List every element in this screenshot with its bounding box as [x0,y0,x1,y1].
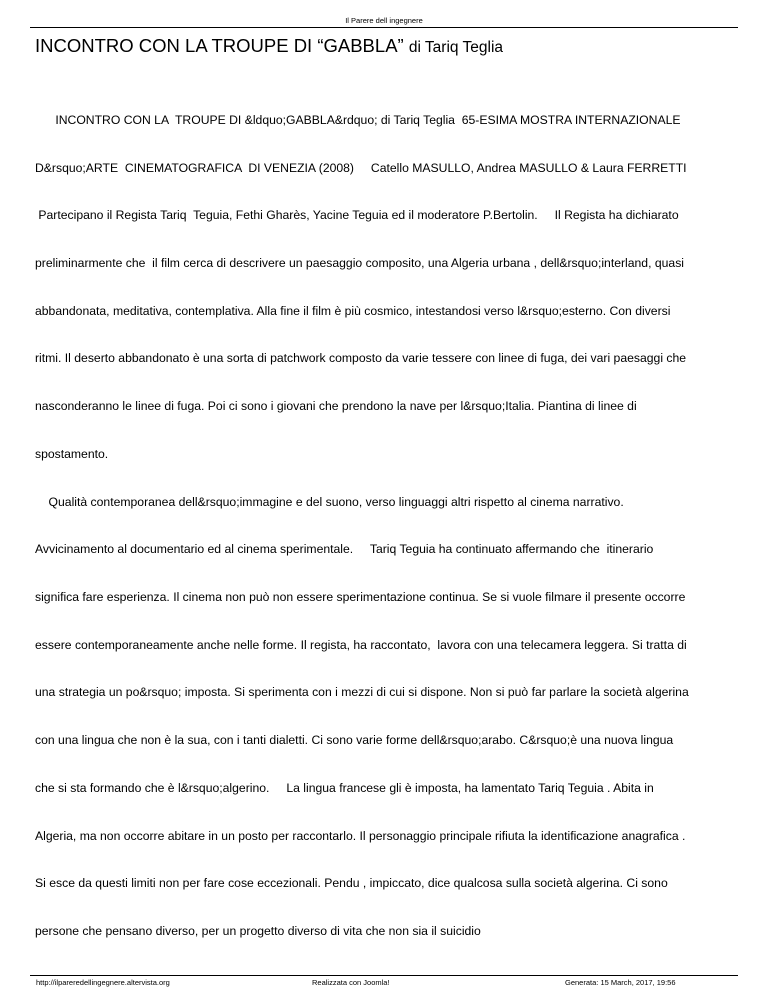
body-line: Si esce da questi limiti non per fare cose eccezionali. Pendu , impiccato, dice qualcosa sulla società algerina. Ci sono [35,876,668,891]
body-line: spostamento. [35,446,109,461]
body-line: abbandonata, meditativa, contemplativa. Alla fine il film è più cosmico, intestandosi verso l&rsquo;esterno. Con diversi [35,303,671,318]
article-title-byline: di Tariq Teglia [408,39,504,56]
body-line: con una lingua che non è la sua, con i tanti dialetti. Ci sono varie forme dell&rsquo;arabo. C&rsquo;è una nuova lingua [35,733,674,748]
header-divider [30,27,738,28]
footer-divider [30,975,738,976]
site-header: Il Parere dell ingegnere [345,16,423,25]
body-line: Partecipano il Regista Tariq Teguia, Fethi Gharès, Yacine Teguia ed il moderatore P.Bertolin. Il Regista ha dichiarato [35,208,679,223]
article-body [35,81,740,956]
body-line: ritmi. Il deserto abbandonato è una sorta di patchwork composto da varie tessere con linee di fuga, dei vari paesaggi che [35,351,687,366]
body-line: essere contemporaneamente anche nelle forme. Il regista, ha raccontato, lavora con una telecamera leggera. Si tratta di [35,637,687,652]
body-line: che si sta formando che è l&rsquo;algerino. La lingua francese gli è imposta, ha lamentato Tariq Teguia . Abita in [35,780,654,795]
footer-credit: Realizzata con Joomla! [312,978,390,987]
body-line: una strategia un po&rsquo; imposta. Si sperimenta con i mezzi di cui si dispone. Non si può far parlare la società algerina [35,685,689,700]
body-line: preliminarmente che il film cerca di descrivere un paesaggio composito, una Algeria urbana , dell&rsquo;interland, quasi [35,255,684,270]
article-title-main: INCONTRO CON LA TROUPE DI “GABBLA” [35,35,404,56]
article-title [35,34,503,60]
body-line: persone che pensano diverso, per un progetto diverso di vita che non sia il suicidio [35,924,481,939]
body-line: Qualità contemporanea dell&rsquo;immagine e del suono, verso linguaggi altri rispetto al cinema narrativo. [35,494,624,509]
footer-site-url: http://ilpareredellingegnere.altervista.org [36,978,170,987]
body-line: D&rsquo;ARTE CINEMATOGRAFICA DI VENEZIA (2008) Catello MASULLO, Andrea MASULLO & Laura FERRETTI [35,160,687,175]
body-line: INCONTRO CON LA TROUPE DI &ldquo;GABBLA&rdquo; di Tariq Teglia 65-ESIMA MOSTRA INTERNAZIONALE [35,112,681,127]
footer-generated-date: Generata: 15 March, 2017, 19:56 [565,978,676,987]
body-line: Avvicinamento al documentario ed al cinema sperimentale. Tariq Teguia ha continuato affermando che itinerario [35,542,654,557]
body-line: Algeria, ma non occorre abitare in un posto per raccontarlo. Il personaggio principale rifiuta la identificazione anagrafica . [35,828,686,843]
body-line: significa fare esperienza. Il cinema non può non essere sperimentazione continua. Se si vuole filmare il presente occorre [35,590,686,604]
body-line: nasconderanno le linee di fuga. Poi ci sono i giovani che prendono la nave per l&rsquo;Italia. Piantina di linee di [35,399,637,414]
